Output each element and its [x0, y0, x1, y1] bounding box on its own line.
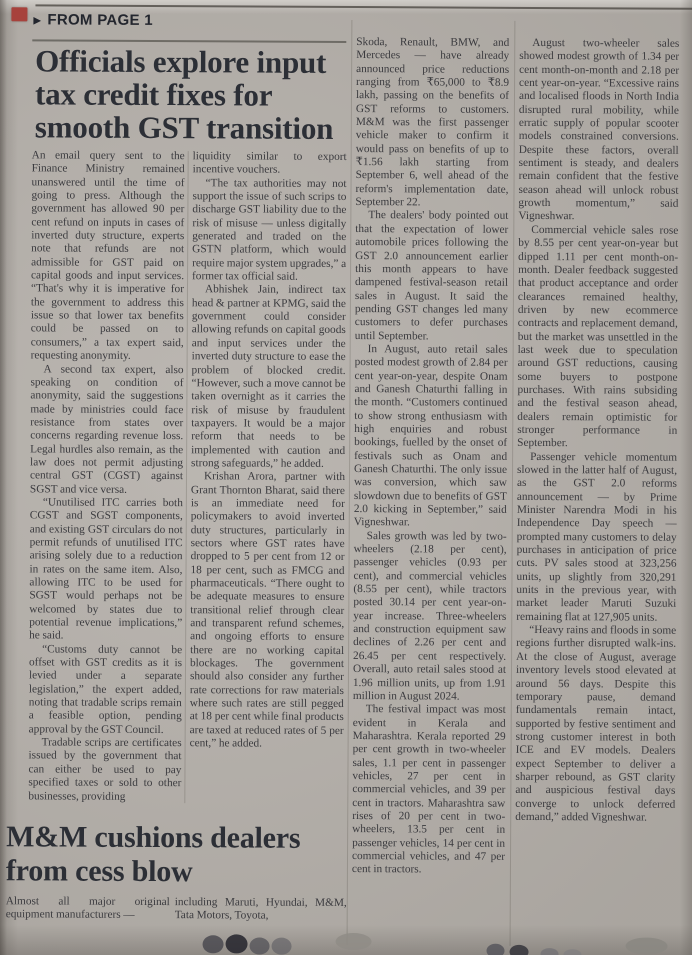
article1-headline: [35, 44, 334, 145]
headline-line: from cess blow: [5, 854, 193, 889]
ink-bleed-dot: [626, 937, 668, 954]
headline-line: Officials explore input: [35, 43, 327, 80]
headline-line: smooth GST transition: [34, 109, 334, 146]
kicker: [33, 11, 153, 29]
article1-column-1: [28, 149, 184, 806]
paragraph: An email query sent to the Finance Ministry remained unanswered until the time of going to press. Although the government has allowed 90 per cent refund on inputs in cases of inverted duty structure, experts note that refunds are not admissible for GST paid on capital goods and input services. “That's why it is imperative for the government to address this issue so that lower tax benefits could be passed on to consumers,” a tax expert said, requesting anonymity.: [30, 149, 185, 363]
kicker-label: FROM PAGE 1: [47, 11, 153, 29]
ink-bleed-dot: [203, 935, 224, 953]
paragraph: The festival impact was most evident in Kerala and Maharashtra. Kerala reported 29 per cent growth in two-wheeler sales, 1.1 per cent in passenger vehicles, 27 per cent in commercial vehicles, and 39 per cent in tractors. Maharashtra saw rises of 20 per cent in two-wheelers, 13.5 per cent in passenger vehicles, 14 per cent in commercial vehicles, and 47 per cent in tractors.: [351, 703, 506, 876]
column-rule-1: [184, 151, 188, 803]
ink-bleed-dot: [540, 948, 558, 955]
paragraph: August two-wheeler sales showed modest growth of 1.34 per cent month-on-month and 2.18 per cent year-on-year. “Excessive rains and localised floods in North India disrupted rural mobility, while erratic supply of popular scooter models constrained conversions. Despite these factors, overall sentiment is steady, and dealers remain confident that the festive season ahead will unlock robust growth momentum,” said Vigneshwar.: [518, 36, 680, 223]
paragraph: “Customs duty cannot be offset with GST credits as it is levied under a separate legislation,” the expert added, noting that tradable scrips remain a feasible option, pending approval by the GST Council.: [28, 643, 183, 736]
paragraph: The dealers' body pointed out that the expectation of lower automobile prices following the GST 2.0 announcement earlier this month appears to have dampened festival-season retail sales in August. It said the pending GST changes led many customers to defer purchases until September.: [354, 209, 509, 342]
headline-line: M&M cushions dealers: [6, 820, 301, 855]
top-rule: [35, 4, 692, 9]
paragraph: Passenger vehicle momentum slowed in the latter half of August, as the GST 2.0 reforms announcement — by Prime Minister Narendra Modi in his Independence Day speech — prompted many customers to delay purchases in anticipation of price cuts. PV sales stood at 323,256 units, up slightly from 320,291 units in the previous year, with market leader Maruti Suzuki remaining flat at 127,905 units.: [516, 450, 678, 624]
paragraph: A second tax expert, also speaking on condition of anonymity, said the suggestions made by ministries could face resistance from states over concerns regarding revenue loss. Legal hurdles also remain, as the law does not permit adjusting central GST (CGST) against SGST and vice versa.: [29, 362, 184, 496]
paragraph: Krishan Arora, partner with Grant Thornton Bharat, said there is an immediate need for policymakers to avoid inverted duty structures, particularly in sectors where GST rates have dropped to 5 per cent from 12 or 18 per cent, such as FMCG and pharmaceuticals. “There ought to be adequate measures to ensure transitional relief through clear and transparent refund schemes, and ongoing efforts to ensure there are no working capital blockages. The government should also consider any further rate corrections for raw materials where such rates are still pegged at 18 per cent while final products are taxed at reduced rates of 5 per cent,” he added.: [189, 470, 346, 750]
paragraph: Skoda, Renault, BMW, and Mercedes — have already announced price reductions ranging from ₹65,000 to ₹8.9 lakh, passing on the benefits of GST reforms to customers. M&M was the first passenger vehicle maker to confirm it would pass on benefits of up to ₹1.56 lakh starting from September 6, well ahead of the reform's implementation date, September 22.: [355, 36, 510, 209]
ink-bleed-dot: [486, 944, 504, 955]
article2-headline: [6, 820, 301, 890]
article2-intro-left: [6, 895, 170, 930]
kicker-arrow-icon: ▶: [33, 15, 42, 27]
ink-bleed-dot: [509, 945, 528, 955]
paragraph: “Unutilised ITC carries both CGST and SGST components, and existing GST circulars do not permit refunds of unutilised ITC arising solely due to a reduction in rates on the same item. Also, allowing ITC to be used for SGST would perhaps not be welcomed by states due to potential revenue implications,” he said.: [29, 496, 183, 642]
paragraph: In August, auto retail sales posted modest growth of 2.84 per cent year-on-year, despite Onam and Ganesh Chaturthi falling in the month. “Customers continued to show strong enthusiasm with high enquiries and robust bookings, fuelled by the onset of festivals such as Onam and Ganesh Chaturthi. The only issue was conversion, which saw slowdown due to benefits of GST 2.0 kicking in September,” said Vigneshwar.: [353, 343, 508, 529]
article1-column-2: [189, 150, 346, 811]
article2-column-4: [515, 37, 680, 950]
headline-line: tax credit fixes for: [34, 76, 273, 113]
paragraph: Abhishek Jain, indirect tax head & partner at KPMG, said the government could consider allowing refunds on capital goods and input services under the inverted duty structure to ease the problem of blocked credit. “However, such a move cannot be taken overnight as it carries the risk of misuse by fraudulent taxpayers. It would be a major reform that needs to be implemented with caution and strong safeguards,” he added.: [191, 283, 347, 470]
paragraph: Commercial vehicle sales rose by 8.55 per cent year-on-year but dipped 1.11 per cent month-on-month. Dealer feedback suggested that product acceptance and order clearances remained healthy, driven by new ecommerce contracts and replacement demand, but the market was unsettled in the last week due to speculation around GST reductions, causing some buyers to postpone purchases. With rains subsiding and the festival season ahead, dealers remain optimistic for stronger performance in September.: [517, 223, 679, 450]
paragraph: “Heavy rains and floods in some regions further disrupted walk-ins. At the close of August, average inventory levels stood elevated at around 56 days. Despite this temporary pause, demand fundamentals remain intact, supported by festive sentiment and strong customer interest in both ICE and EV models. Dealers expect September to deliver a sharper rebound, as GST clarity and auspicious festival days converge to unlock deferred demand,” added Vigneshwar.: [515, 624, 677, 824]
paragraph: Tradable scrips are certificates issued by the government that can either be used to pay specified taxes or sold to other businesses, providing: [28, 736, 182, 803]
article2-column-3: [352, 36, 510, 949]
paragraph: Sales growth was led by two-wheelers (2.18 per cent), passenger vehicles (0.93 per cent), and commercial vehicles (8.55 per cent), while tractors posted 30.14 per cent year-on-year increase. Three-wheelers and construction equipment saw declines of 2.26 per cent and 26.45 per cent respectively. Overall, auto retail sales stood at 1.96 million units, up from 1.91 million in August 2024.: [352, 529, 507, 703]
ink-bleed-dot: [226, 934, 248, 953]
ink-bleed-dot: [272, 938, 292, 955]
paragraph: “The tax authorities may not support the issue of such scrips to discharge GST liability due to the risk of misuse — unless digitally generated and traded on the GSTN platform, which would require major system upgrades,” a former tax official said.: [192, 176, 347, 283]
kicker-rule: [32, 39, 346, 42]
paragraph: liquidity similar to export incentive vouchers.: [192, 150, 347, 176]
paragraph: including Maruti, Hyundai, M&M, Tata Motors, Toyota,: [174, 896, 347, 922]
ink-bleed-dot: [336, 933, 372, 950]
ink-bleed-dot: [563, 949, 581, 955]
article2-intro-right: [175, 896, 347, 931]
red-corner-mark: [11, 7, 27, 21]
ink-bleed-dot: [250, 938, 270, 955]
paragraph: Almost all major original equipment manufacturers —: [5, 895, 170, 922]
